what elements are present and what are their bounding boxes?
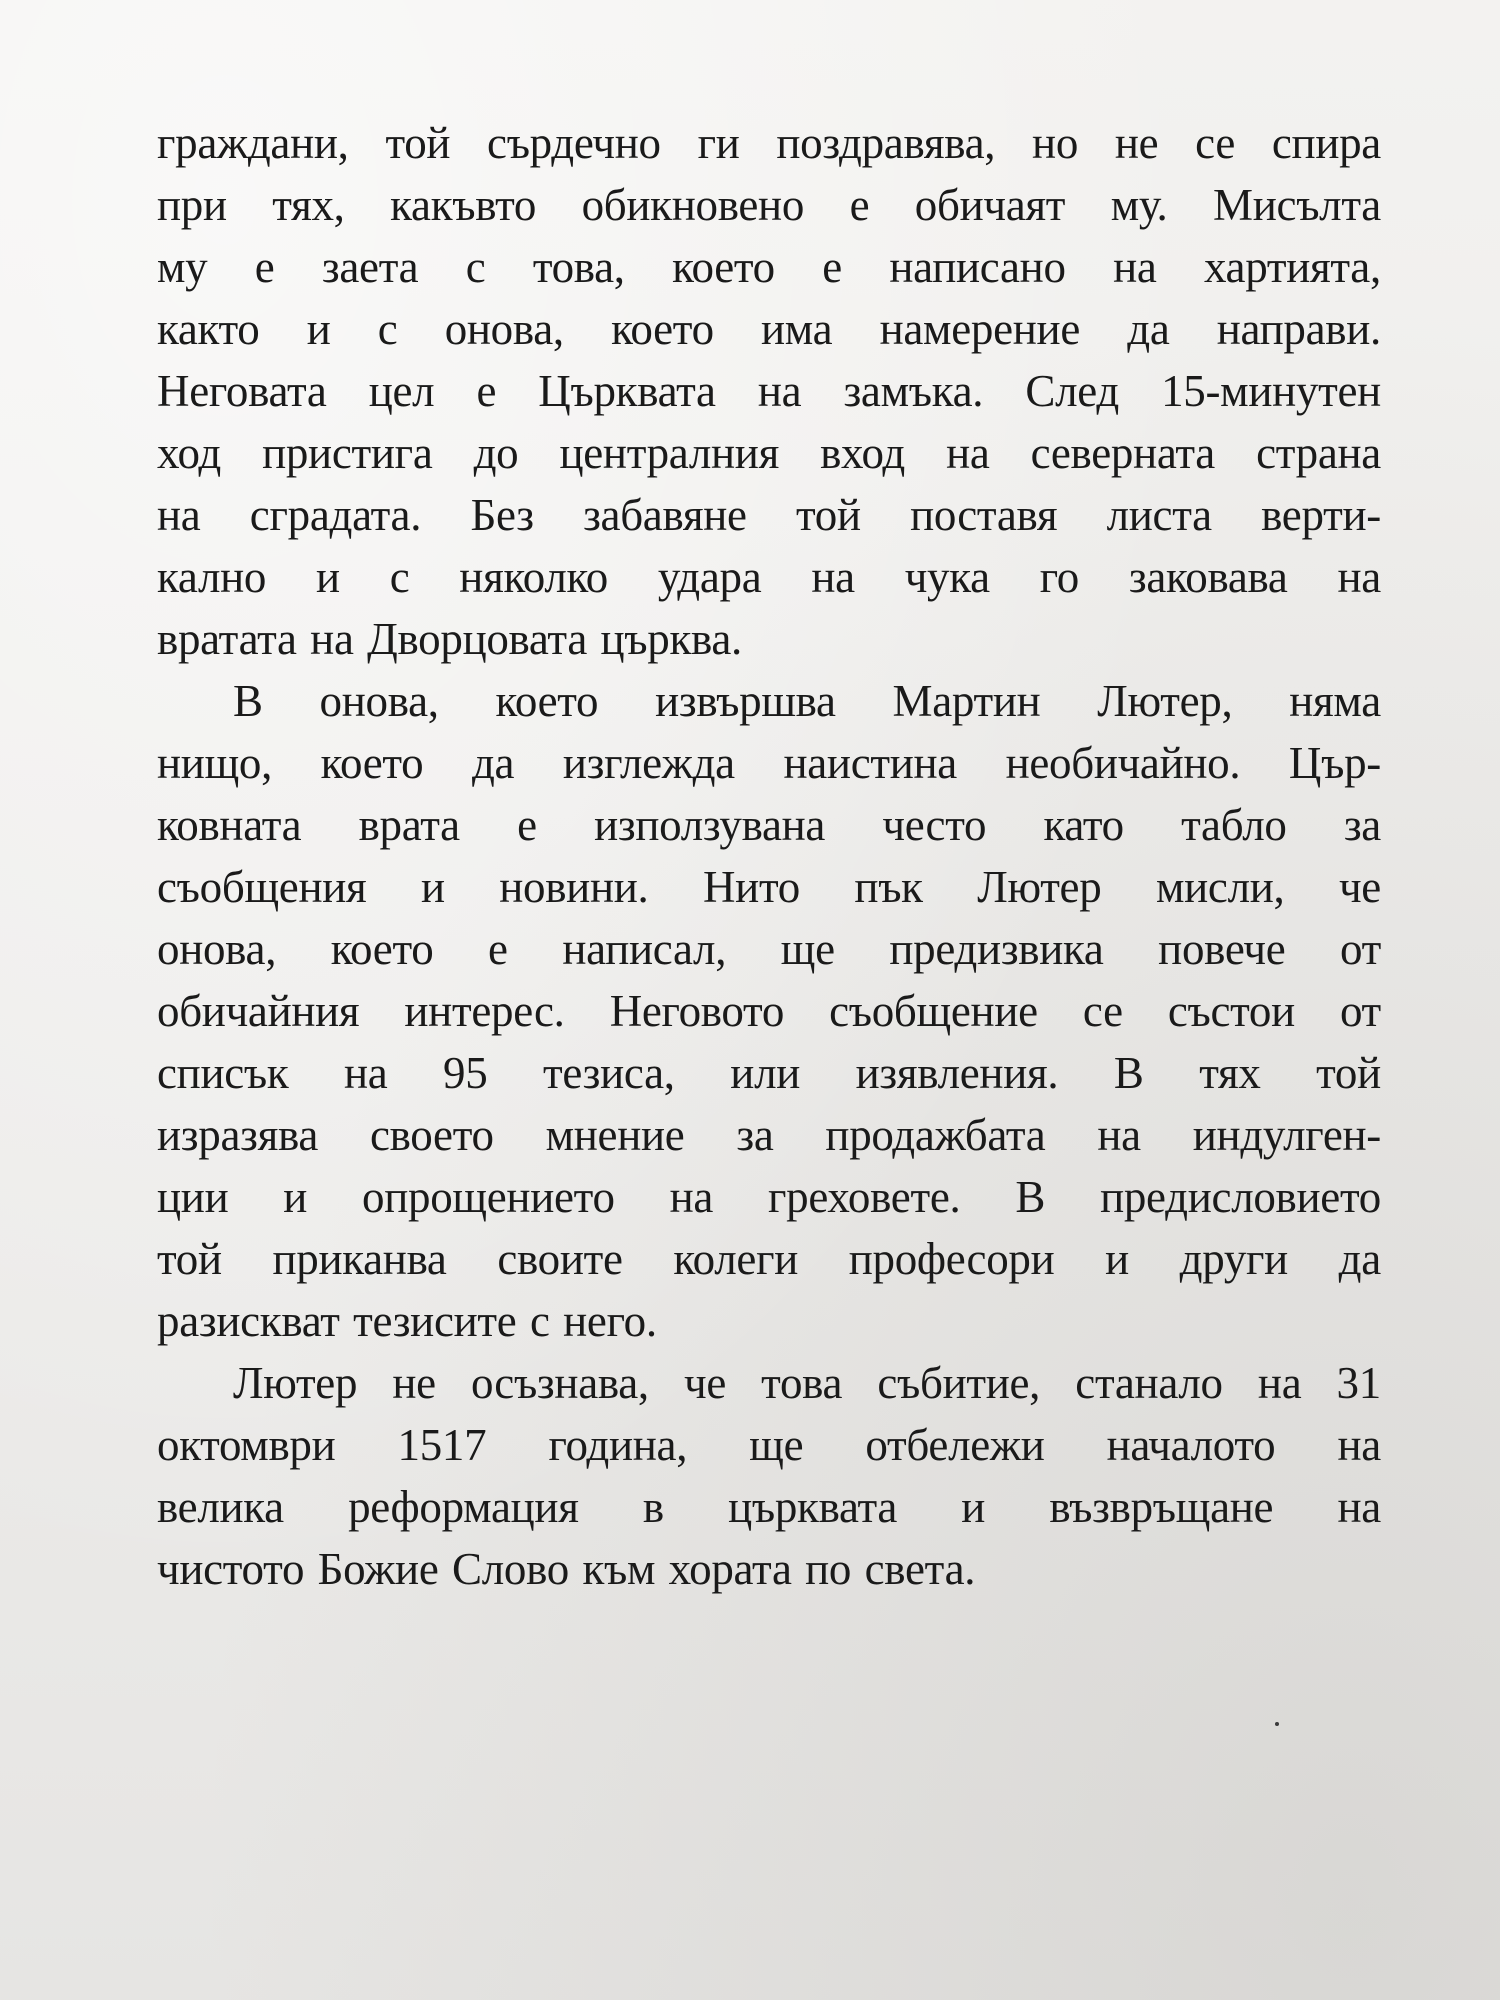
word: както bbox=[157, 304, 260, 354]
word: църквата bbox=[728, 1482, 898, 1532]
word: е bbox=[822, 242, 842, 292]
word: съобщение bbox=[829, 986, 1038, 1036]
word: пристига bbox=[262, 428, 433, 478]
word: отбележи bbox=[865, 1420, 1045, 1470]
word: и bbox=[961, 1482, 986, 1532]
word: и bbox=[283, 1172, 308, 1222]
word: хартията, bbox=[1203, 242, 1381, 292]
word: на bbox=[669, 1172, 714, 1222]
word: го bbox=[1039, 552, 1079, 602]
word: света. bbox=[864, 1544, 976, 1594]
word: страна bbox=[1256, 428, 1381, 478]
word: в bbox=[642, 1482, 664, 1532]
word: написал, bbox=[562, 924, 727, 974]
word: е bbox=[849, 180, 870, 230]
text-line bbox=[157, 1166, 1381, 1228]
word: листа bbox=[1106, 490, 1212, 540]
word: да bbox=[471, 738, 515, 788]
word: своите bbox=[497, 1234, 623, 1284]
word: нищо, bbox=[157, 738, 273, 788]
word: е bbox=[476, 366, 497, 416]
text-line bbox=[157, 918, 1381, 980]
word: онова, bbox=[444, 304, 564, 354]
word: не bbox=[392, 1358, 436, 1408]
word: кално bbox=[157, 552, 267, 602]
text-line bbox=[157, 484, 1381, 546]
word: на bbox=[1337, 1420, 1381, 1470]
word: при bbox=[157, 180, 227, 230]
word: и bbox=[420, 862, 445, 912]
text-line bbox=[157, 1228, 1381, 1290]
text-line bbox=[157, 732, 1381, 794]
word: верти- bbox=[1261, 490, 1381, 540]
word: Без bbox=[470, 490, 534, 540]
word: какъвто bbox=[390, 180, 537, 230]
word: заковава bbox=[1128, 552, 1288, 602]
text-line bbox=[157, 1042, 1381, 1104]
word: което bbox=[330, 924, 434, 974]
paragraph-1 bbox=[157, 112, 1381, 670]
word: врата bbox=[358, 800, 460, 850]
word: В bbox=[233, 676, 263, 726]
word: ги bbox=[697, 118, 740, 168]
word: на bbox=[1257, 1358, 1302, 1408]
word: на bbox=[757, 366, 802, 416]
word: мисли, bbox=[1155, 862, 1285, 912]
word: това, bbox=[532, 242, 625, 292]
word: осъзнава, bbox=[470, 1358, 649, 1408]
text-line bbox=[157, 1352, 1381, 1414]
word: на bbox=[157, 490, 201, 540]
text-line bbox=[157, 794, 1381, 856]
word: на bbox=[344, 1048, 388, 1098]
word: В bbox=[1015, 1172, 1046, 1222]
word: по bbox=[805, 1544, 852, 1594]
word: поздравява, bbox=[776, 118, 996, 168]
word: няма bbox=[1289, 676, 1381, 726]
word: като bbox=[1043, 800, 1124, 850]
word: 95 bbox=[443, 1048, 488, 1098]
word: той bbox=[796, 490, 861, 540]
word: индулген- bbox=[1192, 1110, 1381, 1160]
word: използувана bbox=[594, 800, 826, 850]
text-line bbox=[157, 1476, 1381, 1538]
word: обичаят bbox=[914, 180, 1066, 230]
word: е bbox=[517, 800, 537, 850]
word: че bbox=[1338, 862, 1381, 912]
word: станало bbox=[1075, 1358, 1223, 1408]
paragraph-2 bbox=[157, 670, 1381, 1352]
ink-speck bbox=[1275, 1722, 1279, 1726]
text-line bbox=[157, 1414, 1381, 1476]
word: за bbox=[736, 1110, 774, 1160]
word: сърдечно bbox=[487, 118, 661, 168]
word: е bbox=[254, 242, 275, 292]
word: пък bbox=[854, 862, 923, 912]
text-line bbox=[157, 980, 1381, 1042]
word: октомври bbox=[157, 1420, 336, 1470]
word: събитие, bbox=[877, 1358, 1041, 1408]
word: наистина bbox=[783, 738, 957, 788]
word: на bbox=[946, 428, 990, 478]
word: вход bbox=[820, 428, 906, 478]
text-line bbox=[157, 546, 1381, 608]
text-line bbox=[157, 174, 1381, 236]
word: или bbox=[730, 1048, 801, 1098]
word: година, bbox=[548, 1420, 688, 1470]
word: ще bbox=[749, 1420, 804, 1470]
word: мнение bbox=[545, 1110, 685, 1160]
word: но bbox=[1032, 118, 1079, 168]
word: колеги bbox=[673, 1234, 799, 1284]
word: няколко bbox=[459, 552, 608, 602]
word: реформация bbox=[348, 1482, 579, 1532]
word: вратата bbox=[157, 614, 297, 664]
word: често bbox=[882, 800, 987, 850]
word: намерение bbox=[879, 304, 1080, 354]
word: 15-минутен bbox=[1161, 366, 1381, 416]
word: той bbox=[1316, 1048, 1381, 1098]
word: и bbox=[306, 304, 331, 354]
word: тях, bbox=[272, 180, 345, 230]
word: предизвика bbox=[889, 924, 1104, 974]
word: Цър- bbox=[1288, 738, 1381, 788]
word: е bbox=[488, 924, 508, 974]
word: с bbox=[377, 304, 398, 354]
word: спира bbox=[1271, 118, 1381, 168]
word: разискват bbox=[157, 1296, 340, 1346]
word: с bbox=[389, 552, 410, 602]
word: да bbox=[1338, 1234, 1381, 1284]
word: на bbox=[310, 614, 354, 664]
word: продажбата bbox=[825, 1110, 1046, 1160]
word: му bbox=[157, 242, 208, 292]
word: ще bbox=[780, 924, 835, 974]
word: Лютер bbox=[977, 862, 1102, 912]
word: Неговото bbox=[609, 986, 785, 1036]
word: заета bbox=[321, 242, 419, 292]
word: списък bbox=[157, 1048, 289, 1098]
word: изглежда bbox=[562, 738, 735, 788]
word: състои bbox=[1167, 986, 1295, 1036]
word: предисловието bbox=[1100, 1172, 1381, 1222]
word: написано bbox=[889, 242, 1066, 292]
word: тезисите bbox=[353, 1296, 517, 1346]
word: чистото bbox=[157, 1544, 305, 1594]
word: има bbox=[761, 304, 833, 354]
text-line bbox=[157, 608, 1381, 670]
word: северната bbox=[1030, 428, 1215, 478]
word: поставя bbox=[910, 490, 1058, 540]
word: и bbox=[1105, 1234, 1129, 1284]
text-line bbox=[157, 236, 1381, 298]
word: изразява bbox=[157, 1110, 319, 1160]
word: той bbox=[157, 1234, 222, 1284]
word: него. bbox=[563, 1296, 657, 1346]
word: с bbox=[465, 242, 486, 292]
word: на bbox=[1097, 1110, 1141, 1160]
word: за bbox=[1343, 800, 1381, 850]
word: забавяне bbox=[583, 490, 747, 540]
word: ход bbox=[157, 428, 221, 478]
word: велика bbox=[157, 1482, 284, 1532]
word: той bbox=[385, 118, 451, 168]
word: което bbox=[320, 738, 424, 788]
text-line bbox=[157, 112, 1381, 174]
word: обикновено bbox=[581, 180, 805, 230]
word: сградата. bbox=[249, 490, 422, 540]
word: се bbox=[1195, 118, 1236, 168]
text-line bbox=[157, 422, 1381, 484]
word: към bbox=[582, 1544, 656, 1594]
text-line bbox=[157, 1104, 1381, 1166]
word: Църквата bbox=[538, 366, 716, 416]
word: След bbox=[1025, 366, 1119, 416]
word: църква. bbox=[600, 614, 743, 664]
word: греховете. bbox=[768, 1172, 961, 1222]
word: централния bbox=[559, 428, 779, 478]
word: от bbox=[1339, 986, 1381, 1036]
text-line bbox=[157, 360, 1381, 422]
word: което bbox=[495, 676, 599, 726]
word: чука bbox=[904, 552, 990, 602]
text-line bbox=[157, 298, 1381, 360]
word: че bbox=[684, 1358, 727, 1408]
word: което bbox=[611, 304, 714, 354]
page-text bbox=[157, 112, 1381, 1600]
word: своето bbox=[369, 1110, 494, 1160]
word: да bbox=[1127, 304, 1170, 354]
word: Нито bbox=[702, 862, 800, 912]
word: извършва bbox=[655, 676, 836, 726]
word: цел bbox=[368, 366, 435, 416]
word: удара bbox=[657, 552, 762, 602]
word: 1517 bbox=[397, 1420, 487, 1470]
word: ции bbox=[157, 1172, 229, 1222]
word: Лютер bbox=[233, 1358, 358, 1408]
word: обичайния bbox=[157, 986, 360, 1036]
word: от bbox=[1340, 924, 1381, 974]
word: Мисълта bbox=[1213, 180, 1381, 230]
word: на bbox=[1113, 242, 1157, 292]
word: други bbox=[1179, 1234, 1288, 1284]
word: се bbox=[1082, 986, 1123, 1036]
word: направи. bbox=[1216, 304, 1381, 354]
word: повече bbox=[1158, 924, 1286, 974]
word: професори bbox=[848, 1234, 1055, 1284]
word: Неговата bbox=[157, 366, 327, 416]
word: онова, bbox=[319, 676, 439, 726]
word: 31 bbox=[1336, 1358, 1381, 1408]
word: началото bbox=[1106, 1420, 1276, 1470]
word: Мартин bbox=[892, 676, 1041, 726]
word: му. bbox=[1110, 180, 1168, 230]
word: граждани, bbox=[157, 118, 349, 168]
word: на bbox=[1337, 552, 1381, 602]
text-line bbox=[157, 1538, 1381, 1600]
word: възвръщане bbox=[1049, 1482, 1274, 1532]
word: съобщения bbox=[157, 862, 367, 912]
word: Слово bbox=[452, 1544, 569, 1594]
word: тях bbox=[1199, 1048, 1261, 1098]
word: и bbox=[316, 552, 340, 602]
word: онова, bbox=[157, 924, 277, 974]
word: тезиса, bbox=[543, 1048, 675, 1098]
word: с bbox=[529, 1296, 550, 1346]
word: Лютер, bbox=[1097, 676, 1233, 726]
word: не bbox=[1114, 118, 1159, 168]
word: табло bbox=[1181, 800, 1287, 850]
word: интерес. bbox=[404, 986, 565, 1036]
word: изявления. bbox=[855, 1048, 1059, 1098]
word: Божие bbox=[317, 1544, 439, 1594]
word: което bbox=[672, 242, 775, 292]
word: на bbox=[811, 552, 855, 602]
word: това bbox=[761, 1358, 843, 1408]
word: В bbox=[1113, 1048, 1144, 1098]
word: хората bbox=[668, 1544, 792, 1594]
word: новини. bbox=[499, 862, 649, 912]
word: опрощението bbox=[362, 1172, 615, 1222]
word: необичайно. bbox=[1005, 738, 1241, 788]
word: Дворцовата bbox=[367, 614, 588, 664]
word: приканва bbox=[272, 1234, 447, 1284]
text-line bbox=[157, 856, 1381, 918]
text-line bbox=[157, 1290, 1381, 1352]
paragraph-3 bbox=[157, 1352, 1381, 1600]
word: на bbox=[1337, 1482, 1381, 1532]
word: до bbox=[473, 428, 519, 478]
word: замъка. bbox=[843, 366, 984, 416]
word: ковната bbox=[157, 800, 302, 850]
text-line bbox=[157, 670, 1381, 732]
